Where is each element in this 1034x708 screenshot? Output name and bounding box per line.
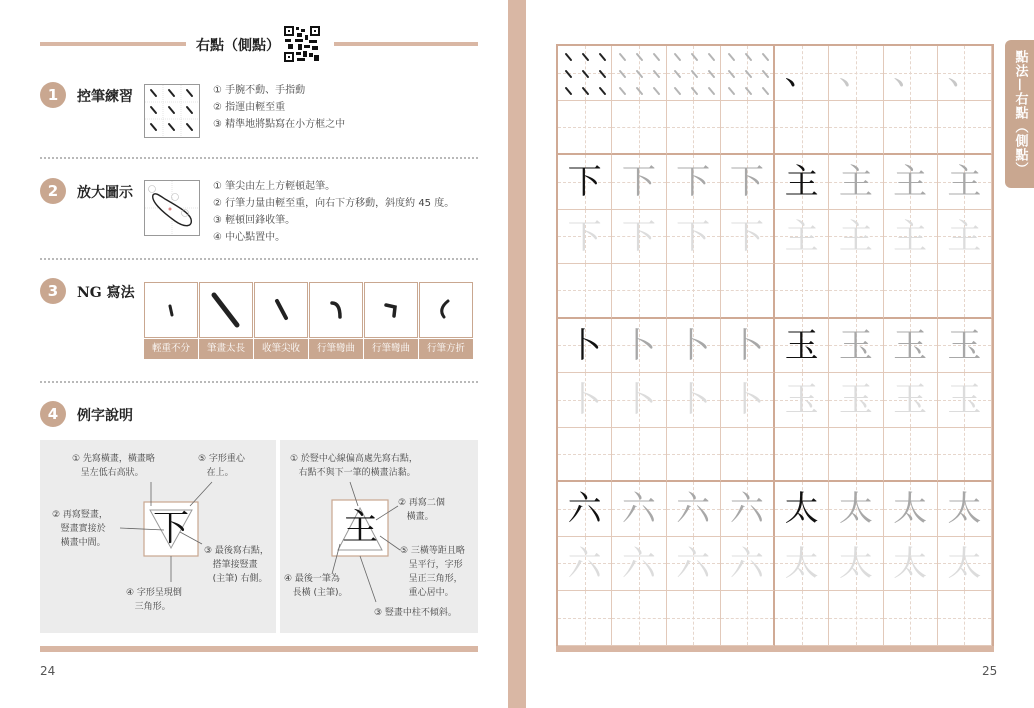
practice-cell — [829, 591, 883, 646]
ng-stroke-6 — [419, 282, 473, 338]
trace-char: 主 — [838, 162, 873, 202]
trace-char: 玉 — [947, 325, 982, 366]
trace-char-light: 玉 — [893, 380, 928, 420]
dot-stroke — [746, 54, 751, 60]
practice-cell — [938, 319, 992, 374]
ng-stroke-2 — [199, 282, 253, 338]
example-panel-xia — [40, 440, 276, 633]
page-title: 右點（側點） — [196, 38, 280, 54]
practice-grid — [556, 44, 994, 648]
practice-cell — [612, 319, 666, 374]
trace-char: 太 — [947, 489, 982, 529]
dot-stroke — [654, 54, 659, 60]
dot-stroke — [620, 71, 625, 77]
practice-cell — [612, 428, 666, 483]
practice-cell — [721, 46, 775, 101]
practice-cell — [667, 264, 721, 319]
trace-char: 六 — [621, 489, 656, 529]
dot-stroke — [566, 71, 571, 77]
dot-stroke — [583, 88, 588, 94]
ng-stroke-4 — [309, 282, 363, 338]
section-1-note-2: ② 指運由輕至重 — [213, 102, 286, 113]
practice-cell — [938, 428, 992, 483]
practice-cell — [721, 264, 775, 319]
practice-cell — [775, 101, 829, 156]
trace-char-light: 下 — [729, 216, 764, 257]
dot-stroke — [709, 88, 714, 94]
practice-cell — [884, 482, 938, 537]
practice-cell — [775, 591, 829, 646]
trace-char: 六 — [729, 489, 764, 529]
ng-label-6: 行筆方折 — [419, 339, 473, 359]
practice-cell — [829, 428, 883, 483]
practice-cell — [829, 210, 883, 265]
dot-stroke — [729, 71, 734, 77]
ng-label-2: 筆畫太長 — [199, 339, 253, 359]
trace-char: 玉 — [784, 325, 819, 366]
practice-cell — [829, 482, 883, 537]
trace-char: 六 — [567, 489, 602, 529]
practice-cell — [884, 428, 938, 483]
practice-cell — [558, 428, 612, 483]
trace-char-light: 六 — [567, 543, 602, 584]
practice-cell — [667, 101, 721, 156]
practice-cell — [558, 591, 612, 646]
practice-cell — [667, 46, 721, 101]
practice-cell — [558, 537, 612, 592]
trace-char: 太 — [838, 489, 873, 529]
dot-stroke — [692, 54, 697, 60]
practice-cell — [667, 155, 721, 210]
practice-cell — [612, 373, 666, 428]
dot-stroke — [654, 88, 659, 94]
trace-char: 玉 — [838, 325, 873, 366]
trace-char-light: 太 — [947, 543, 982, 584]
enlarged-dot-diagram — [144, 180, 200, 236]
practice-cell — [667, 319, 721, 374]
section-3-number: 3 — [40, 278, 66, 304]
practice-cell — [612, 591, 666, 646]
example-xia-note-5: ⑤ 字形重心 在上。 — [198, 454, 245, 478]
example-zhu-note-3: ③ 豎畫中柱不傾斜。 — [374, 608, 457, 618]
practice-cell — [721, 373, 775, 428]
trace-char-light: 卜 — [676, 380, 711, 420]
example-char-zhu: 主 — [341, 507, 378, 548]
trace-char-light: 六 — [676, 543, 711, 584]
practice-cell — [938, 210, 992, 265]
header-rule-left — [40, 42, 186, 46]
chapter-side-tab — [1005, 40, 1034, 188]
practice-cell — [558, 373, 612, 428]
page-number-left: 24 — [40, 664, 56, 678]
ng-stroke-5 — [364, 282, 418, 338]
dot-stroke — [637, 54, 642, 60]
practice-cell — [612, 46, 666, 101]
example-char-xia: 下 — [152, 508, 189, 549]
section-1-note-1: ① 手腕不動、手指動 — [213, 85, 306, 96]
trace-char-light: 下 — [676, 216, 711, 257]
control-practice-box — [144, 84, 200, 138]
practice-cell — [884, 319, 938, 374]
example-zhu-note-4: ④ 最後一筆為 長橫 (主筆)。 — [284, 574, 348, 598]
practice-cell — [938, 482, 992, 537]
dot-stroke — [763, 54, 768, 60]
dot-stroke — [729, 54, 734, 60]
section-2-note-4: ④ 中心點置中。 — [213, 232, 286, 243]
dot-glyph: 、 — [947, 53, 982, 93]
trace-char: 太 — [893, 489, 928, 529]
trace-char: 下 — [729, 162, 764, 202]
practice-cell — [829, 46, 883, 101]
practice-cell — [938, 591, 992, 646]
practice-cell — [829, 264, 883, 319]
footer-rule-left — [40, 646, 478, 652]
dot-stroke — [600, 88, 605, 94]
dot-stroke — [763, 71, 768, 77]
example-zhu-note-1: ① 於豎中心線偏高處先寫右點， 右點不與下一筆的橫畫沾黏。 — [290, 454, 418, 478]
practice-cell — [612, 482, 666, 537]
section-3-title: NG 寫法 — [77, 285, 135, 301]
practice-cell — [938, 537, 992, 592]
section-2-title: 放大圖示 — [77, 185, 133, 201]
dot-stroke — [675, 71, 680, 77]
trace-char: 主 — [784, 162, 819, 202]
ng-stroke-1 — [144, 282, 198, 338]
example-xia-note-1: ① 先寫橫畫，橫畫略 呈左低右高狀。 — [72, 454, 155, 478]
dot-stroke — [637, 71, 642, 77]
practice-cell — [667, 591, 721, 646]
practice-cell — [667, 482, 721, 537]
trace-char-light: 玉 — [947, 380, 982, 420]
ng-label-1: 輕重不分 — [144, 339, 198, 359]
practice-cell — [775, 210, 829, 265]
practice-cell — [558, 264, 612, 319]
footer-rule-right — [556, 646, 994, 652]
dot-stroke — [600, 71, 605, 77]
practice-cell — [667, 537, 721, 592]
trace-char: 太 — [784, 489, 819, 529]
practice-cell — [938, 101, 992, 156]
practice-cell — [775, 537, 829, 592]
practice-cell — [884, 155, 938, 210]
practice-cell — [612, 101, 666, 156]
section-1-note-3: ③ 精準地將點寫在小方框之中 — [213, 119, 346, 130]
practice-cell — [558, 482, 612, 537]
dot-stroke — [746, 71, 751, 77]
section-2-note-2: ② 行筆力量由輕至重，向右下方移動，斜度約 45 度。 — [213, 198, 455, 209]
practice-cell — [775, 428, 829, 483]
practice-cell — [884, 101, 938, 156]
example-xia-note-3: ③ 最後寫右點， 搭筆接豎畫 (主筆) 右側。 — [204, 546, 269, 584]
qr-code — [283, 25, 321, 63]
ng-stroke-3 — [254, 282, 308, 338]
section-2-number: 2 — [40, 178, 66, 204]
practice-cell — [721, 537, 775, 592]
practice-cell — [612, 537, 666, 592]
practice-cell — [612, 264, 666, 319]
practice-cell — [558, 210, 612, 265]
practice-cell — [775, 373, 829, 428]
dot-stroke — [637, 88, 642, 94]
trace-char: 卜 — [729, 325, 764, 366]
practice-cell — [884, 537, 938, 592]
trace-char-light: 太 — [784, 543, 819, 584]
dot-stroke — [692, 88, 697, 94]
section-2-note-3: ③ 輕頓回鋒收筆。 — [213, 215, 296, 226]
trace-char-light: 主 — [838, 216, 873, 257]
divider — [40, 258, 478, 260]
page-number-right: 25 — [982, 664, 998, 678]
trace-char: 玉 — [893, 325, 928, 366]
dot-stroke — [675, 54, 680, 60]
practice-cell — [829, 155, 883, 210]
practice-cell — [667, 428, 721, 483]
practice-cell — [667, 210, 721, 265]
trace-char: 主 — [947, 162, 982, 202]
practice-cell — [721, 210, 775, 265]
practice-cell — [829, 319, 883, 374]
trace-char-light: 六 — [621, 543, 656, 584]
practice-cell — [558, 155, 612, 210]
dot-stroke — [746, 88, 751, 94]
example-zhu-note-2: ② 再寫二個 橫畫。 — [398, 498, 445, 522]
trace-char: 下 — [676, 162, 711, 202]
dot-stroke — [600, 54, 605, 60]
trace-char-light: 卜 — [621, 380, 656, 420]
divider — [40, 157, 478, 159]
dot-stroke — [654, 71, 659, 77]
trace-char-light: 六 — [729, 543, 764, 584]
practice-cell — [775, 155, 829, 210]
divider — [40, 381, 478, 383]
practice-cell — [938, 264, 992, 319]
practice-cell — [558, 46, 612, 101]
trace-char: 卜 — [567, 325, 602, 366]
dot-stroke — [566, 54, 571, 60]
trace-char: 六 — [676, 489, 711, 529]
practice-cell — [558, 101, 612, 156]
trace-char-light: 主 — [784, 216, 819, 257]
practice-cell — [884, 264, 938, 319]
dot-glyph: 、 — [893, 53, 928, 93]
practice-cell — [884, 373, 938, 428]
section-4-number: 4 — [40, 401, 66, 427]
practice-cell — [558, 319, 612, 374]
practice-cell — [884, 591, 938, 646]
practice-cell — [775, 264, 829, 319]
practice-cell — [721, 155, 775, 210]
practice-cell — [938, 46, 992, 101]
dot-stroke — [709, 54, 714, 60]
practice-cell — [884, 210, 938, 265]
trace-char: 卜 — [676, 325, 711, 366]
ng-label-5: 行筆彎曲 — [364, 339, 418, 359]
trace-char: 下 — [567, 162, 602, 202]
practice-cell — [612, 155, 666, 210]
practice-cell — [938, 373, 992, 428]
dot-stroke — [620, 88, 625, 94]
example-panel-zhu — [280, 440, 478, 633]
example-zhu-note-5: ⑤ 三橫等距且略 呈平行，字形 呈正三角形， 重心居中。 — [400, 546, 465, 598]
trace-char: 主 — [893, 162, 928, 202]
practice-cell — [829, 537, 883, 592]
dot-stroke — [583, 71, 588, 77]
section-4-title: 例字說明 — [77, 408, 133, 424]
section-2-note-1: ① 筆尖由左上方輕頓起筆。 — [213, 181, 336, 192]
practice-cell — [775, 46, 829, 101]
example-xia-note-2: ② 再寫豎畫， 豎畫實接於 橫畫中間。 — [52, 510, 108, 548]
practice-cell — [884, 46, 938, 101]
dot-glyph: 、 — [838, 53, 873, 93]
practice-cell — [829, 101, 883, 156]
trace-char-light: 下 — [567, 216, 602, 257]
practice-cell — [667, 373, 721, 428]
trace-char-light: 下 — [621, 216, 656, 257]
trace-char-light: 主 — [947, 216, 982, 257]
dot-stroke — [675, 88, 680, 94]
header-rule-right — [334, 42, 478, 46]
practice-cell — [938, 155, 992, 210]
trace-char-light: 卜 — [729, 380, 764, 420]
book-spine — [508, 0, 526, 708]
dot-stroke — [620, 54, 625, 60]
ng-label-4: 行筆彎曲 — [309, 339, 363, 359]
dot-stroke — [709, 71, 714, 77]
trace-char-light: 太 — [893, 543, 928, 584]
trace-char-light: 玉 — [784, 380, 819, 420]
dot-stroke — [566, 88, 571, 94]
section-1-number: 1 — [40, 82, 66, 108]
dot-stroke — [729, 88, 734, 94]
practice-cell — [721, 482, 775, 537]
dot-stroke — [583, 54, 588, 60]
ng-label-3: 收筆尖收 — [254, 339, 308, 359]
example-xia-note-4: ④ 字形呈現倒 三角形。 — [126, 588, 182, 612]
trace-char-light: 玉 — [838, 380, 873, 420]
trace-char-light: 主 — [893, 216, 928, 257]
practice-cell — [721, 101, 775, 156]
section-1-title: 控筆練習 — [77, 89, 133, 105]
practice-cell — [612, 210, 666, 265]
practice-cell — [829, 373, 883, 428]
practice-cell — [721, 428, 775, 483]
side-tab-label: 點法—右點（側點） — [1012, 50, 1028, 176]
practice-cell — [775, 482, 829, 537]
trace-char: 卜 — [621, 325, 656, 366]
practice-cell — [721, 319, 775, 374]
dot-stroke — [692, 71, 697, 77]
practice-cell — [775, 319, 829, 374]
trace-char-light: 太 — [838, 543, 873, 584]
dot-stroke — [763, 88, 768, 94]
trace-char-light: 卜 — [567, 380, 602, 420]
trace-char: 下 — [621, 162, 656, 202]
practice-cell — [721, 591, 775, 646]
dot-glyph: 、 — [784, 53, 819, 93]
